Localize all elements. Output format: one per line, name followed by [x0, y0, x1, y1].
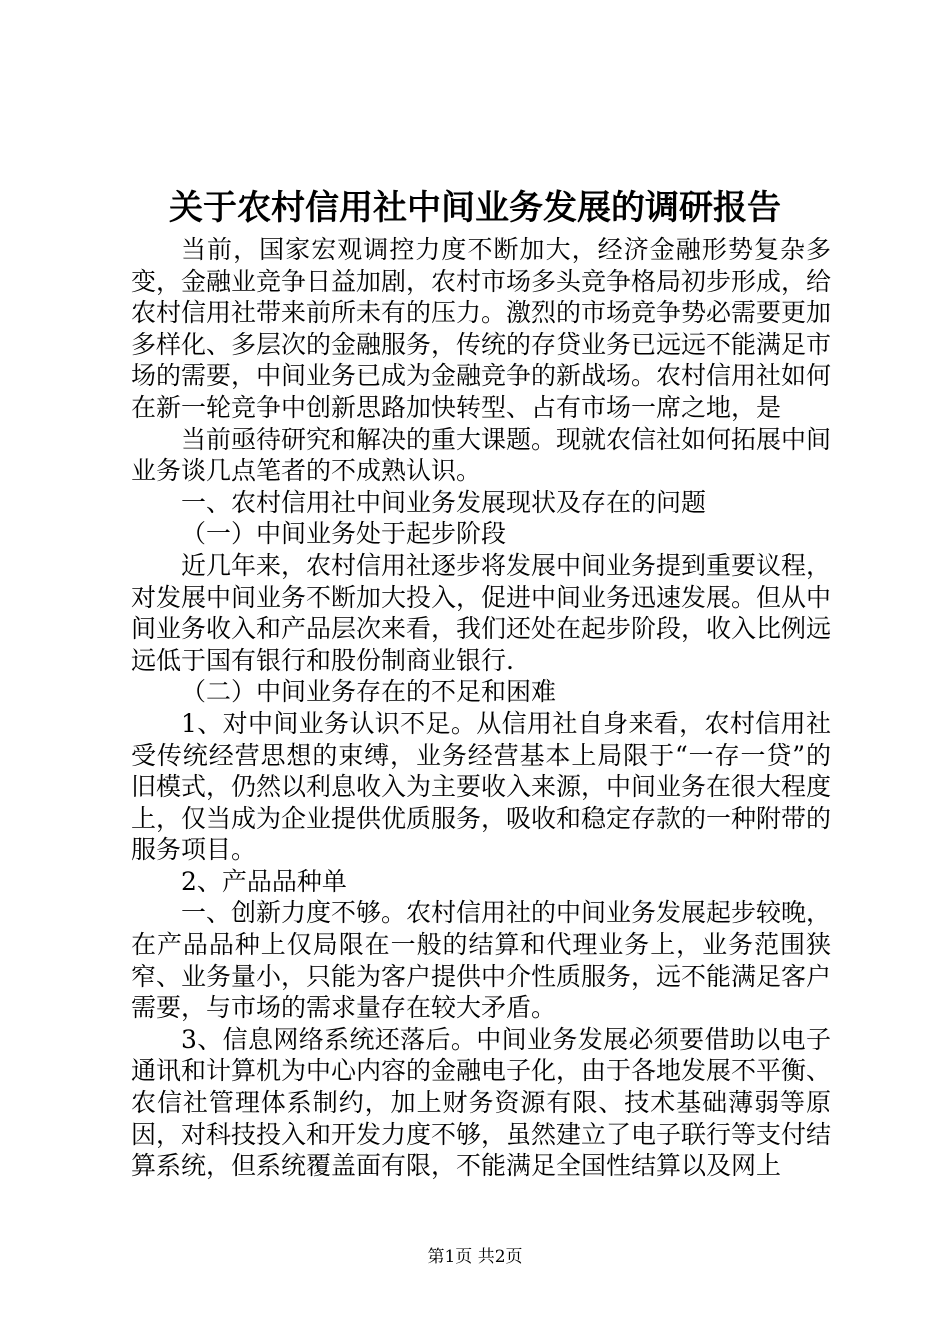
paragraph: 3、信息网络系统还落后。中间业务发展必须要借助以电子通讯和计算机为中心内容的金融电子化，由于各地发展不平衡、农信社管理体系制约，加上财务资源有限、技术基础薄弱等原因，对科技投入和开发力度不够，虽然建立了电子联行等支付结算系统，但系统覆盖面有限，不能满足全国性结算以及网上	[131, 1024, 832, 1181]
document-title: 关于农村信用社中间业务发展的调研报告	[169, 188, 781, 228]
document-body	[131, 234, 831, 1182]
paragraph: 当前，国家宏观调控力度不断加大，经济金融形势复杂多变，金融业竞争日益加剧，农村市场多头竞争格局初步形成，给农村信用社带来前所未有的压力。激烈的市场竞争势必需要更加多样化、多层次的金融服务，传统的存贷业务已远远不能满足市场的需要，中间业务已成为金融竞争的新战场。农村信用社如何在新一轮竞争中创新思路加快转型、占有市场一席之地，是	[131, 235, 832, 422]
paragraph: 一、创新力度不够。农村信用社的中间业务发展起步较晚，在产品品种上仅局限在一般的结算和代理业务上，业务范围狭窄、业务量小，只能为客户提供中介性质服务，远不能满足客户需要，与市场的需求量存在较大矛盾。	[131, 898, 832, 1023]
paragraph: 2、产品品种单	[181, 866, 347, 896]
section-heading: 一、农村信用社中间业务发展现状及存在的问题	[181, 487, 707, 517]
paragraph: 当前亟待研究和解决的重大课题。现就农信社如何拓展中间业务谈几点笔者的不成熟认识。	[131, 424, 832, 486]
page-number-footer: 第1页 共2页	[427, 1247, 523, 1267]
paragraph: 1、对中间业务认识不足。从信用社自身来看，农村信用社受传统经营思想的束缚，业务经营基本上局限于“一存一贷”的旧模式，仍然以利息收入为主要收入来源，中间业务在很大程度上，仅当成为企业提供优质服务，吸收和稳定存款的一种附带的服务项目。	[131, 708, 832, 865]
paragraph: 近几年来，农村信用社逐步将发展中间业务提到重要议程，对发展中间业务不断加大投入，促进中间业务迅速发展。但从中间业务收入和产品层次来看，我们还处在起步阶段，收入比例远远低于国有银行和股份制商业银行.	[131, 550, 832, 675]
subsection-heading: （二）中间业务存在的不足和困难	[181, 677, 557, 707]
subsection-heading: （一）中间业务处于起步阶段	[181, 519, 507, 549]
